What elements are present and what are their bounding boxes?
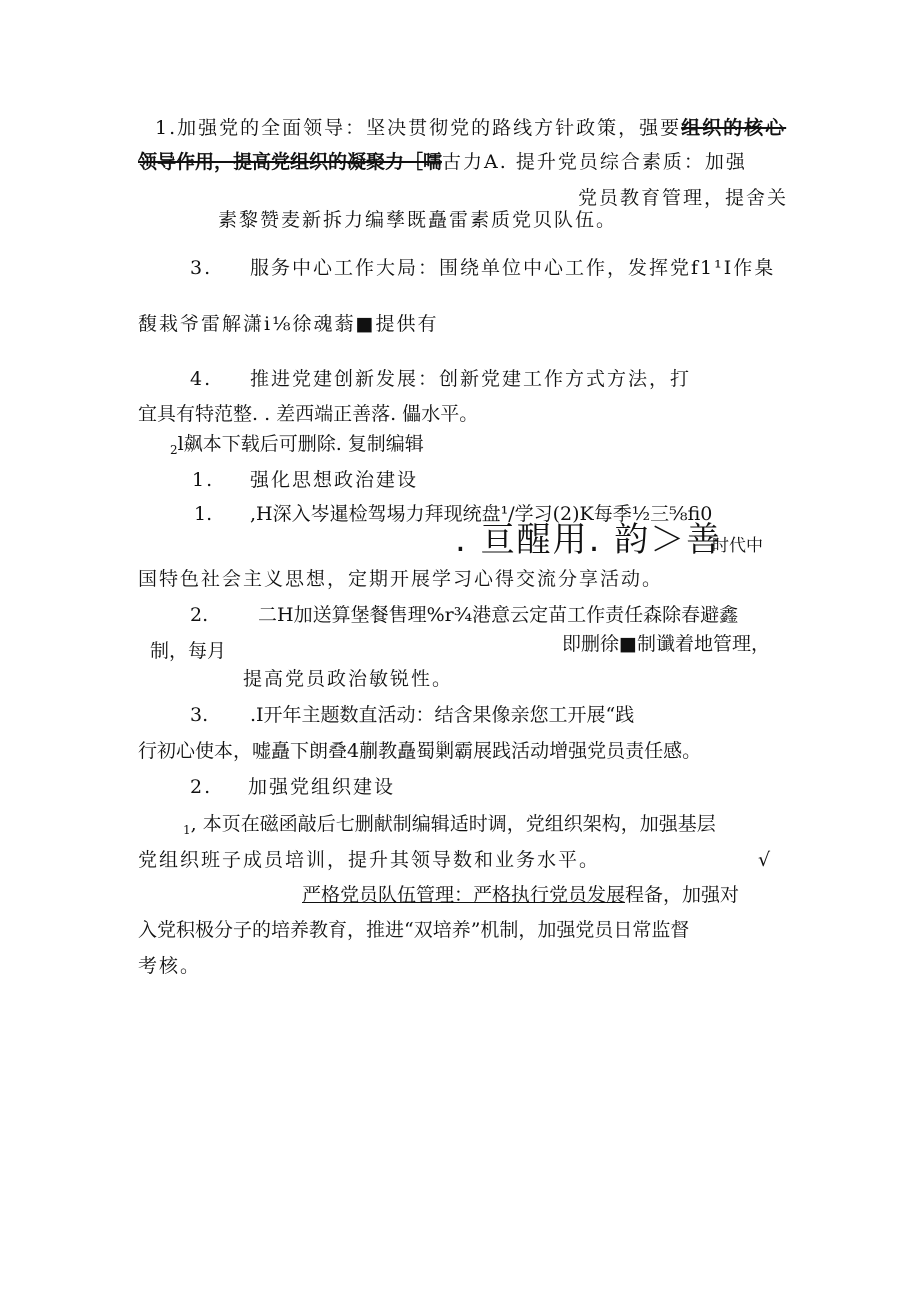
item-text: 古力A. 提升党员综合素质：加强 bbox=[442, 151, 747, 173]
subscript: 2 bbox=[170, 443, 178, 457]
check-mark: √ bbox=[758, 849, 771, 871]
subscript: 1 bbox=[183, 823, 191, 837]
sec2-sub-2-text: 程备，加强对 bbox=[625, 884, 740, 906]
section-2-heading: 加强党组织建设 bbox=[248, 776, 396, 798]
sec2-sub-2-line-3: 考核。 bbox=[138, 955, 202, 977]
sub-1-line-2: 国特色社会主义思想，定期开展学习心得交流分享活动。 bbox=[138, 568, 664, 590]
underlined-text: 严格党员队伍管理：严格执行党员发展 bbox=[302, 884, 626, 906]
sub-3-line-2: 行初心使本，嘘矗下朗叠4蒯教矗蜀剿霸展践活动增强党员责任感。 bbox=[138, 740, 702, 762]
item-2-line-3: 素黎赞麦新拆力编孳既矗雷素质党贝队伍。 bbox=[218, 209, 618, 231]
sub-3-text: .I开年主题数直活动：结含果像亲您工开展“践 bbox=[250, 704, 635, 726]
sub-2-text: 二H加送算堡餐售理%r¾港意云定苗工作责任森除春避鑫 bbox=[258, 604, 739, 626]
sec2-sub-2-line-2: 入党积极分子的培养教育，推进“双培养”机制，加强党员日常监督 bbox=[138, 919, 690, 941]
item-text: 加强党的全面领导：坚决贯彻党的路线方针政策，强要 bbox=[177, 117, 682, 139]
sub-1-number: 1. bbox=[194, 503, 213, 525]
struck-text: 领导作用，提高党组织的凝聚力［嚅 bbox=[138, 151, 443, 173]
sub-2-line-2-right: 即删徐■制谶着地管理， bbox=[562, 633, 770, 655]
item-4-number: 4. bbox=[190, 368, 213, 390]
sub-3-number: 3. bbox=[190, 704, 209, 726]
sub-2-line-3: 提高党员政治敏锐性。 bbox=[243, 668, 454, 690]
section-1-number: 1. bbox=[192, 469, 215, 491]
item-2-line-2: 党员教育管理，提舍关 bbox=[578, 187, 789, 209]
item-number: 1. bbox=[155, 117, 178, 139]
item-3-number: 3. bbox=[190, 257, 213, 279]
note-text: l飙本下载后可删除. 复制编辑 bbox=[177, 433, 424, 455]
sec2-sub-1 bbox=[183, 812, 716, 842]
item-1-line bbox=[155, 116, 786, 140]
item-4-line-2: 宜具有特范整. . 差西端正善落. 儡水平。 bbox=[138, 403, 479, 425]
section-2-number: 2. bbox=[190, 776, 213, 798]
item-4-text: 推进党建创新发展：创新党建工作方式方法，打 bbox=[250, 368, 692, 390]
sec2-sub-2 bbox=[302, 883, 739, 907]
garbled-large-text: . 亘醒用. 韵＞善 bbox=[455, 520, 723, 560]
item-1-line-2 bbox=[138, 150, 747, 174]
sub-1-text: ,H深入岑暹检驾埸力拜现统盘¹/学习(2)K每季½三⅝fi0 bbox=[250, 503, 713, 525]
item-3-line-2: 馥栽爷雷解潇i⅛徐魂蓊■提供有 bbox=[138, 313, 439, 335]
watermark-note bbox=[170, 432, 424, 462]
sub-1-continuation: 时代中 bbox=[712, 536, 763, 556]
item-3-text: 服务中心工作大局：围绕单位中心工作，发挥党f1¹I作臬 bbox=[250, 257, 776, 279]
sub-2-line-2-left: 制，每月 bbox=[150, 640, 227, 662]
section-1-heading: 强化思想政治建设 bbox=[250, 469, 419, 491]
struck-text: 组织的核心 bbox=[681, 117, 787, 139]
sub-2-number: 2. bbox=[190, 604, 209, 626]
sec2-sub-1-line-2: 党组织班子成员培训，提升其领导数和业务水平。 bbox=[138, 849, 601, 871]
sec2-sub-1-text: , 本页在磁函敲后七删献制编辑适时调，党组织架构，加强基层 bbox=[190, 813, 716, 835]
